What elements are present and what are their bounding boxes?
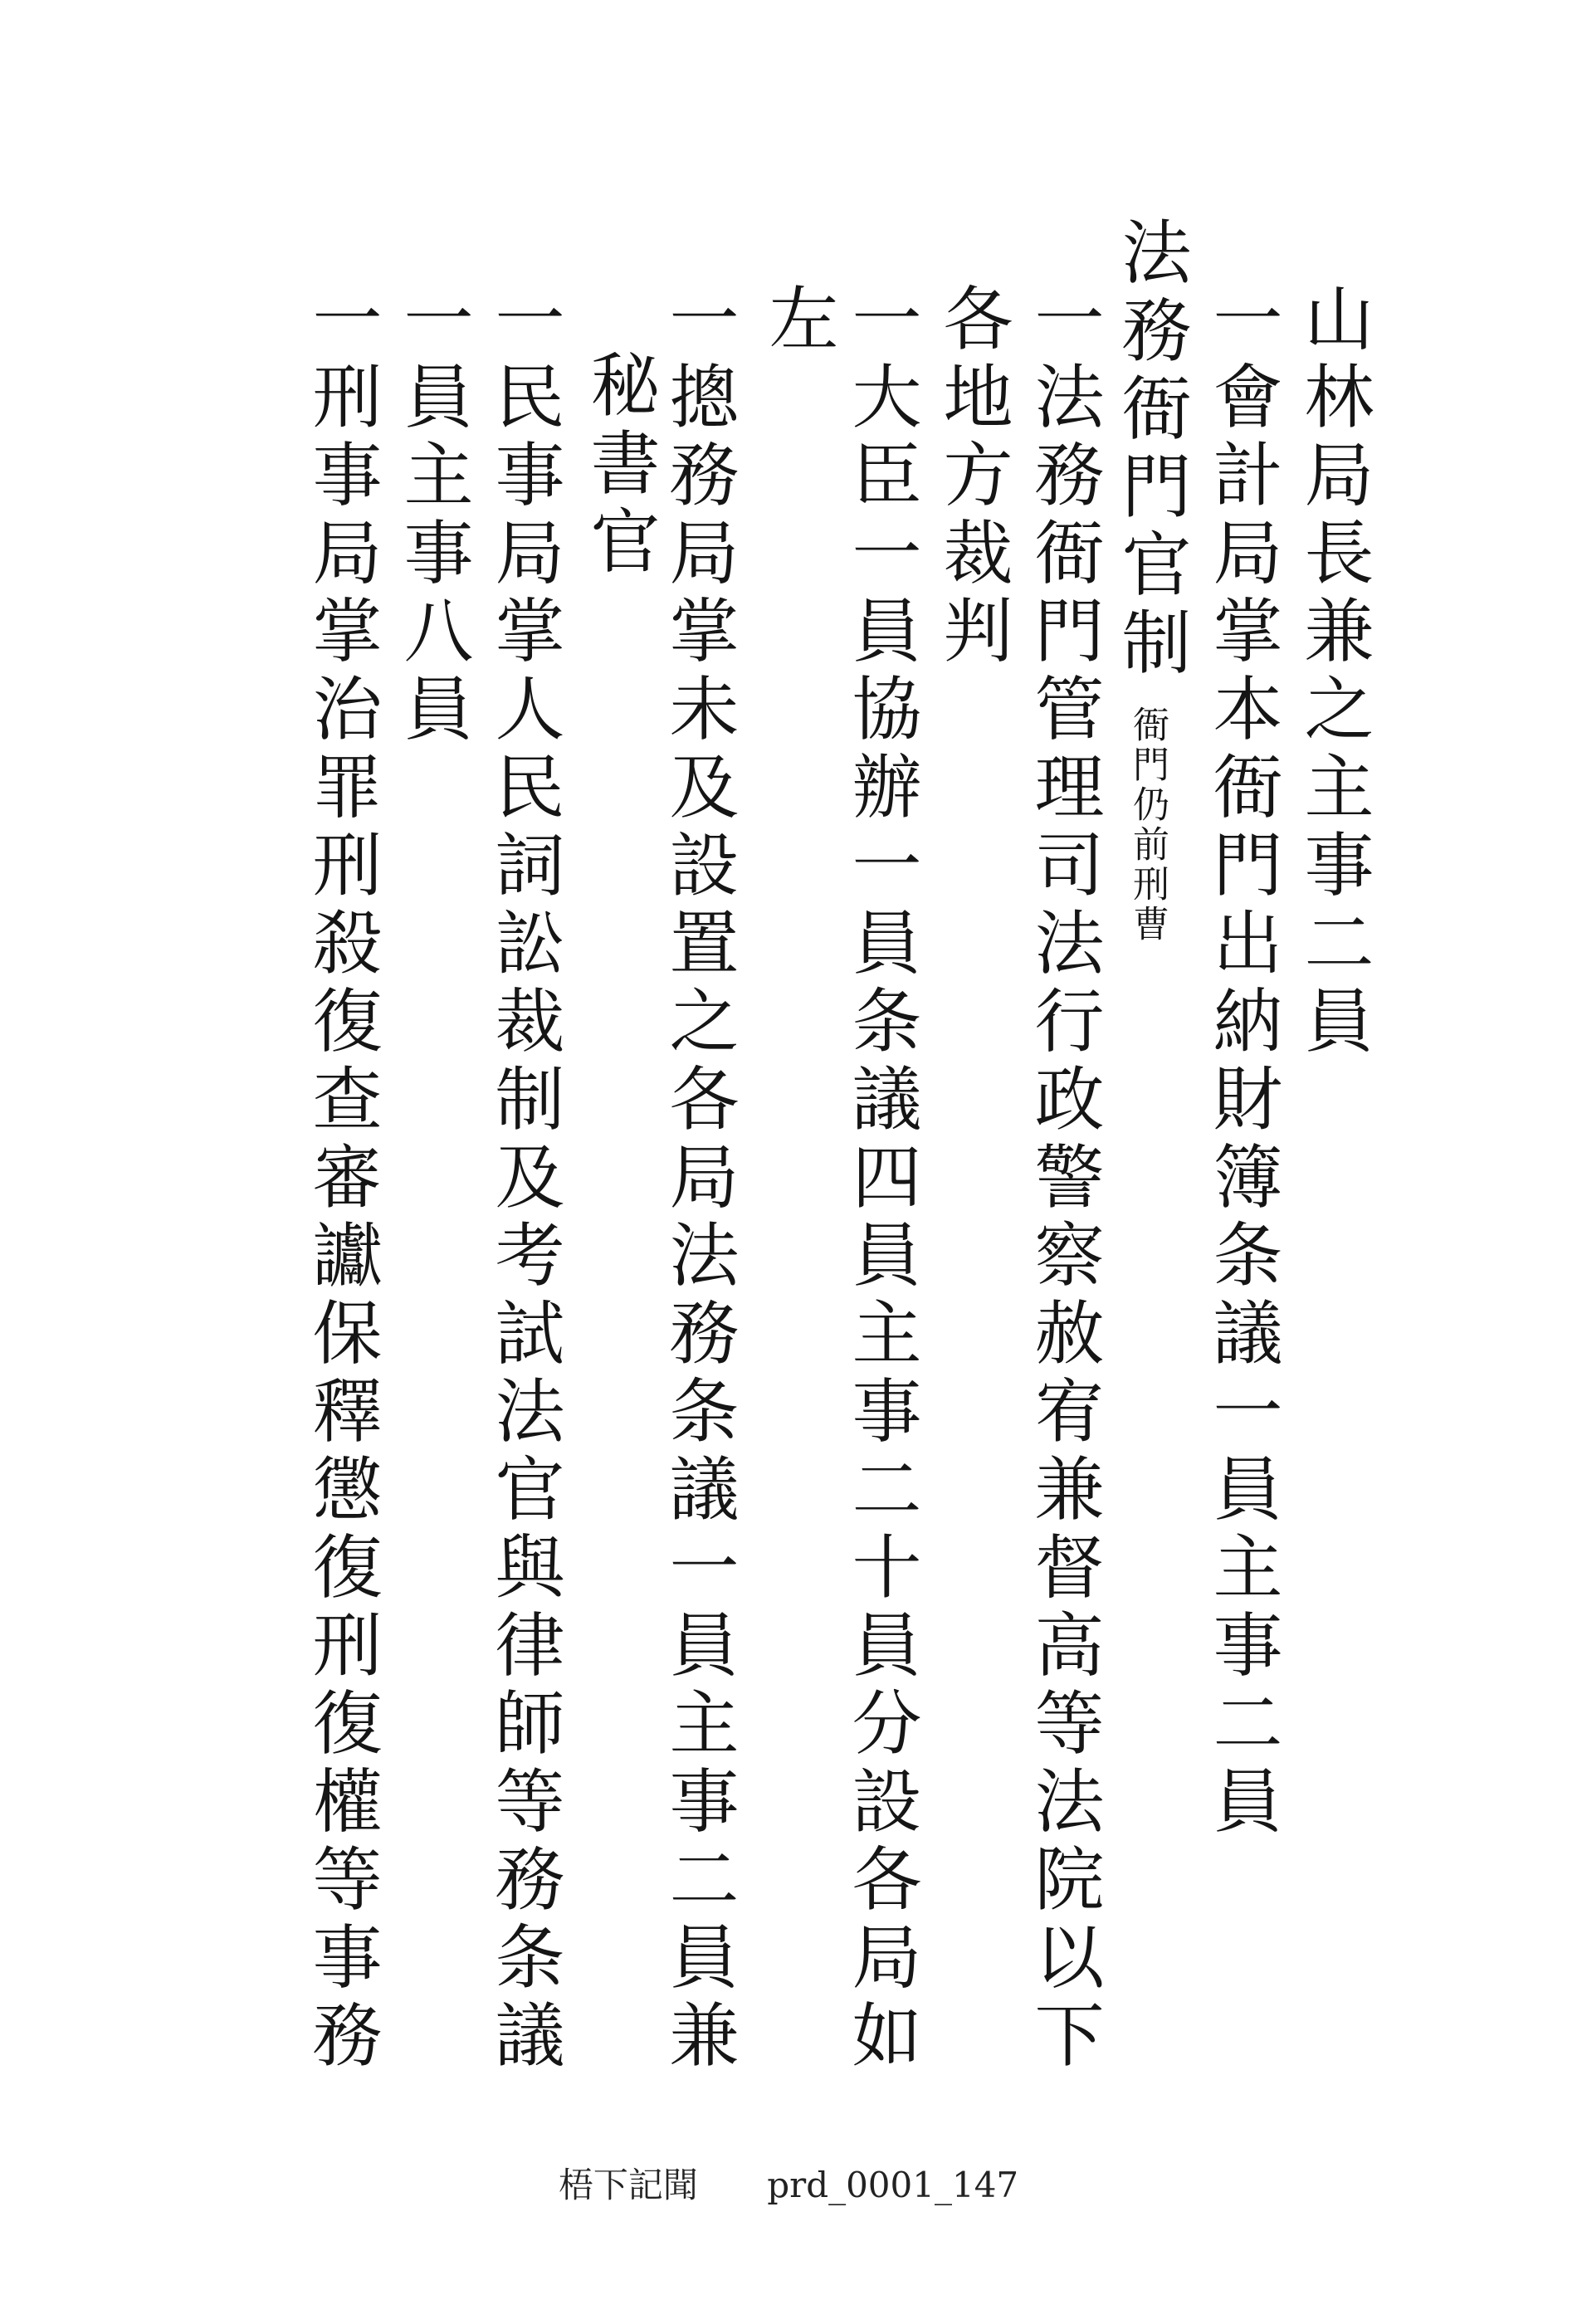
text-column-3: 一法務衙門管理司法行政警察赦宥兼督高等法院以下 — [1023, 282, 1105, 2077]
text-column-7: 一摠務局掌未及設置之各局法務条議一員主事二員兼 — [658, 282, 740, 2077]
footer-title: 梧下記聞 — [558, 2165, 698, 2205]
footer-page-id: prd_0001_147 — [767, 2165, 1019, 2205]
text-column-6: 左 — [758, 282, 839, 360]
text-column-11: 一刑事局掌治罪刑殺復查審讞保釋懲復刑復權等事務 — [301, 282, 383, 2077]
text-column-4: 各地方裁判 — [932, 282, 1013, 672]
text-column-8: 秘書官 — [579, 349, 661, 583]
annotation-note: 衙門仍前刑曹 — [1126, 706, 1169, 945]
text-column-10: 一員主事八員 — [393, 282, 474, 750]
page-footer — [0, 2158, 1577, 2208]
text-column-5: 一大臣一員協辦一員条議四員主事二十員分設各局如 — [841, 282, 922, 2077]
text-column-2: 一會計局掌本衙門出納財簿条議一員主事二員 — [1202, 282, 1283, 1843]
text-column-1: 山林局長兼之主事二員 — [1293, 282, 1374, 1062]
text-column-9: 一民事局掌人民詞訟裁制及考試法官與律師等務条議 — [484, 282, 565, 2077]
section-heading: 法務衙門官制 — [1111, 216, 1192, 684]
